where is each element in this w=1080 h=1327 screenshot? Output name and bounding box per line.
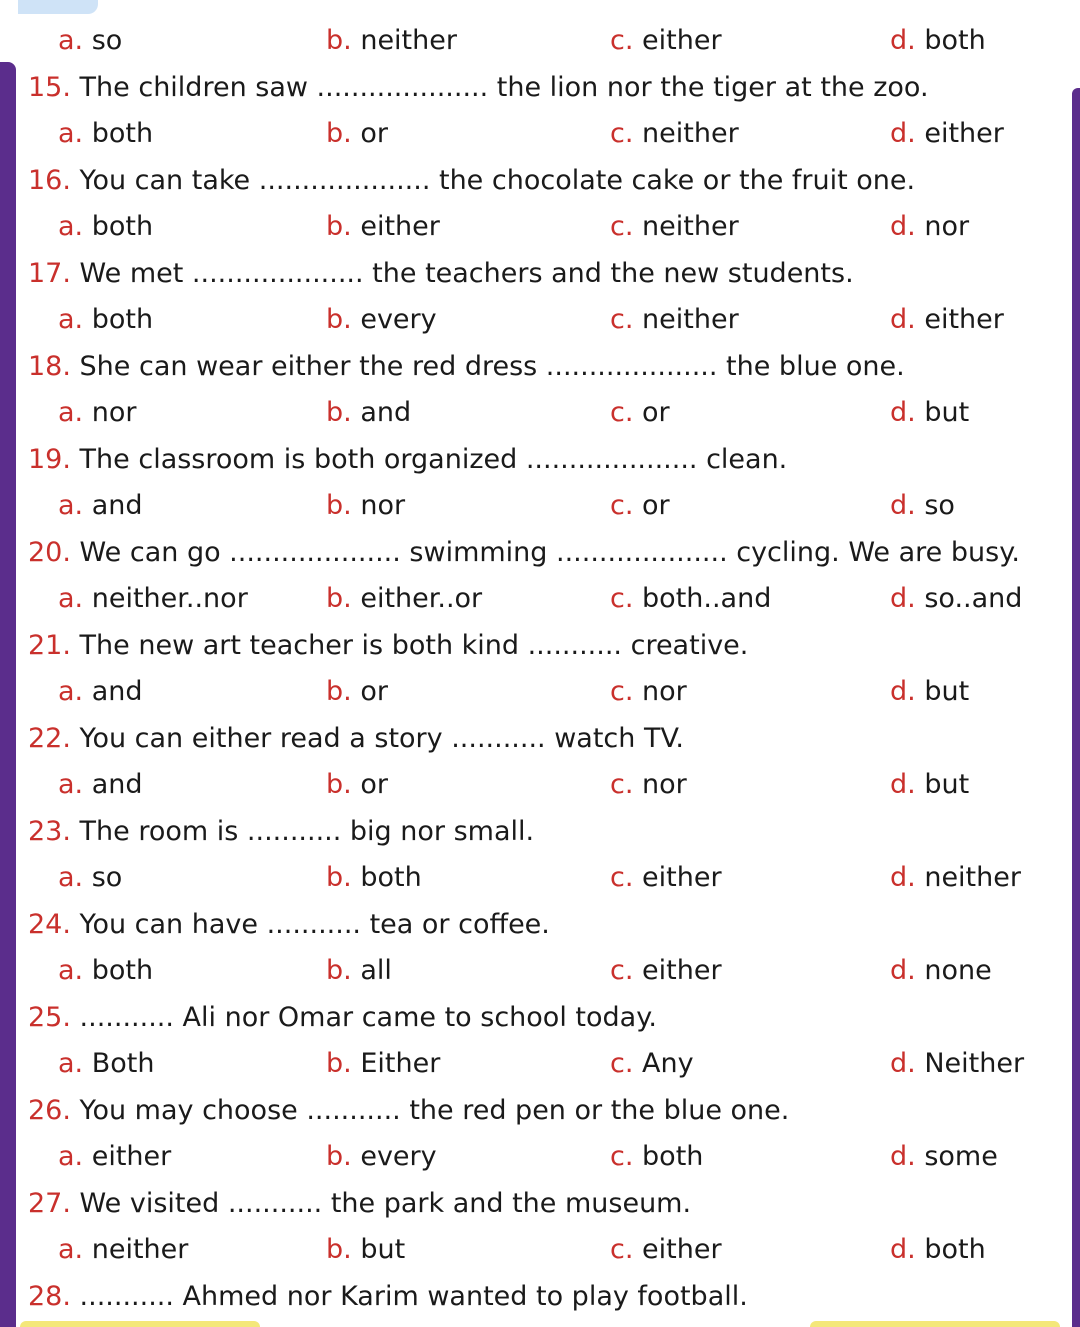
option-text: either [642, 862, 722, 893]
option-letter: a. [58, 1141, 84, 1172]
option-text: and [91, 490, 143, 521]
option-letter: a. [58, 955, 84, 986]
question-19 [28, 444, 787, 476]
option-text: or [360, 118, 388, 149]
question-text: You can either read a story ........... watch TV. [79, 723, 685, 754]
option-letter: d. [890, 211, 916, 242]
option-letter: b. [326, 862, 352, 893]
question-text: You may choose ........... the red pen or the blue one. [79, 1095, 790, 1126]
option-letter: c. [610, 769, 634, 800]
option-text: either [91, 1141, 172, 1172]
option-text: either [642, 1234, 722, 1265]
option-letter: b. [326, 211, 352, 242]
question-text: We can go .................... swimming .................... cycling. We are busy. [79, 537, 1020, 568]
option-text: nor [642, 676, 687, 707]
option-letter: d. [890, 1234, 916, 1265]
answer-option [326, 397, 411, 429]
option-text: neither..nor [91, 583, 248, 614]
option-text: but [924, 676, 970, 707]
answer-option [610, 118, 739, 150]
option-text: either [642, 25, 722, 56]
option-letter: c. [610, 955, 634, 986]
answer-option [58, 25, 122, 57]
option-text: so..and [924, 583, 1023, 614]
option-text: but [924, 769, 970, 800]
answer-option [58, 862, 122, 894]
option-text: nor [642, 769, 687, 800]
option-letter: d. [890, 397, 916, 428]
answer-option [58, 1234, 188, 1266]
question-number: 18. [28, 351, 71, 382]
answer-option [326, 25, 457, 57]
answer-option [610, 1141, 703, 1173]
question-21 [28, 630, 748, 662]
option-text: nor [924, 211, 970, 242]
option-letter: b. [326, 676, 352, 707]
option-letter: b. [326, 769, 352, 800]
option-text: or [642, 397, 670, 428]
bottom-decoration-left [20, 1321, 260, 1327]
option-letter: d. [890, 1048, 916, 1079]
question-text: The room is ........... big nor small. [79, 816, 535, 847]
question-text: The children saw .................... the lion nor the tiger at the zoo. [79, 72, 929, 103]
option-letter: b. [326, 490, 352, 521]
question-text: You can take .................... the chocolate cake or the fruit one. [79, 165, 916, 196]
option-letter: b. [326, 583, 352, 614]
option-text: neither [642, 118, 739, 149]
option-letter: b. [326, 955, 352, 986]
option-letter: b. [326, 1234, 352, 1265]
answer-option [890, 862, 1021, 894]
option-letter: c. [610, 862, 634, 893]
option-text: both [360, 862, 422, 893]
option-text: and [360, 397, 412, 428]
question-number: 20. [28, 537, 71, 568]
question-text: ........... Ali nor Omar came to school today. [79, 1002, 657, 1033]
option-letter: c. [610, 1234, 634, 1265]
option-letter: d. [890, 676, 916, 707]
option-text: all [360, 955, 392, 986]
answer-option [890, 583, 1022, 615]
answer-option [610, 583, 771, 615]
question-number: 21. [28, 630, 71, 661]
option-letter: c. [610, 1048, 634, 1079]
option-text: or [642, 490, 670, 521]
option-letter: b. [326, 25, 352, 56]
answer-option [326, 211, 440, 243]
option-letter: b. [326, 118, 352, 149]
option-text: neither [642, 304, 739, 335]
option-letter: b. [326, 1141, 352, 1172]
answer-option [58, 397, 136, 429]
option-text: both [91, 304, 154, 335]
option-letter: d. [890, 304, 916, 335]
option-text: both [91, 955, 154, 986]
option-text: none [924, 955, 992, 986]
question-number: 28. [28, 1281, 71, 1312]
answer-option [326, 583, 482, 615]
answer-option [326, 304, 437, 336]
option-text: both [91, 118, 154, 149]
answer-option [326, 955, 392, 987]
answer-option [610, 1234, 722, 1266]
answer-option [58, 304, 153, 336]
question-18 [28, 351, 905, 383]
top-decoration [18, 0, 98, 14]
option-letter: a. [58, 304, 84, 335]
option-text: both [924, 1234, 986, 1265]
question-23 [28, 816, 534, 848]
option-letter: b. [326, 397, 352, 428]
answer-option [326, 1234, 405, 1266]
answer-option [890, 769, 969, 801]
answer-option [58, 1048, 154, 1080]
question-26 [28, 1095, 789, 1127]
bottom-decoration-right [810, 1321, 1060, 1327]
option-text: Neither [924, 1048, 1025, 1079]
answer-option [610, 25, 722, 57]
option-text: both [91, 211, 154, 242]
answer-option [890, 397, 969, 429]
option-text: neither [360, 25, 457, 56]
option-text: Any [642, 1048, 694, 1079]
question-17 [28, 258, 854, 290]
option-text: so [924, 490, 955, 521]
answer-option [58, 211, 153, 243]
option-letter: a. [58, 211, 84, 242]
option-letter: a. [58, 676, 84, 707]
option-letter: a. [58, 397, 84, 428]
option-text: and [91, 676, 143, 707]
question-28 [28, 1281, 748, 1313]
answer-option [326, 490, 405, 522]
question-text: We visited ........... the park and the museum. [79, 1188, 692, 1219]
option-letter: d. [890, 1141, 916, 1172]
option-letter: a. [58, 118, 84, 149]
option-letter: d. [890, 583, 916, 614]
question-number: 25. [28, 1002, 71, 1033]
option-text: nor [360, 490, 406, 521]
option-letter: c. [610, 490, 634, 521]
question-number: 19. [28, 444, 71, 475]
option-text: and [91, 769, 143, 800]
option-text: both [642, 1141, 704, 1172]
answer-option [890, 1234, 986, 1266]
option-text: either [642, 955, 722, 986]
option-text: or [360, 769, 388, 800]
answer-option [890, 490, 955, 522]
answer-option [610, 862, 722, 894]
answer-option [610, 304, 739, 336]
question-number: 23. [28, 816, 71, 847]
question-24 [28, 909, 550, 941]
question-text: The new art teacher is both kind ........... creative. [79, 630, 749, 661]
option-text: every [360, 1141, 437, 1172]
option-letter: c. [610, 583, 634, 614]
answer-option [58, 1141, 171, 1173]
answer-option [610, 1048, 694, 1080]
option-letter: c. [610, 676, 634, 707]
option-letter: d. [890, 862, 916, 893]
question-text: You can have ........... tea or coffee. [79, 909, 550, 940]
question-text: ........... Ahmed nor Karim wanted to play football. [79, 1281, 748, 1312]
option-letter: a. [58, 769, 84, 800]
option-letter: d. [890, 769, 916, 800]
answer-option [610, 490, 670, 522]
answer-option [610, 397, 670, 429]
option-letter: b. [326, 1048, 352, 1079]
option-text: either..or [360, 583, 483, 614]
option-text: but [360, 1234, 406, 1265]
option-text: neither [924, 862, 1021, 893]
question-text: We met .................... the teachers and the new students. [79, 258, 854, 289]
answer-option [610, 676, 687, 708]
answer-option [58, 676, 143, 708]
answer-option [610, 211, 739, 243]
answer-option [890, 955, 992, 987]
option-text: both..and [642, 583, 772, 614]
question-25 [28, 1002, 657, 1034]
option-letter: c. [610, 211, 634, 242]
option-text: or [360, 676, 388, 707]
question-text: The classroom is both organized .................... clean. [79, 444, 788, 475]
question-number: 27. [28, 1188, 71, 1219]
option-letter: a. [58, 25, 84, 56]
answer-option [58, 118, 153, 150]
option-letter: d. [890, 25, 916, 56]
answer-option [326, 676, 388, 708]
option-letter: c. [610, 397, 634, 428]
answer-option [890, 211, 969, 243]
question-22 [28, 723, 684, 755]
option-letter: a. [58, 583, 84, 614]
answer-option [326, 1141, 437, 1173]
question-number: 26. [28, 1095, 71, 1126]
answer-option [610, 769, 687, 801]
answer-option [890, 676, 969, 708]
option-letter: d. [890, 490, 916, 521]
option-text: so [91, 862, 123, 893]
option-letter: a. [58, 490, 84, 521]
question-27 [28, 1188, 691, 1220]
option-letter: a. [58, 1048, 84, 1079]
option-letter: c. [610, 118, 634, 149]
option-text: Both [91, 1048, 155, 1079]
answer-option [890, 1141, 998, 1173]
question-number: 16. [28, 165, 71, 196]
answer-option [58, 955, 153, 987]
option-letter: a. [58, 1234, 84, 1265]
option-text: both [924, 25, 986, 56]
answer-option [58, 490, 143, 522]
right-accent-bar [1072, 88, 1080, 1327]
option-text: nor [91, 397, 137, 428]
option-letter: d. [890, 118, 916, 149]
question-text: She can wear either the red dress .................... the blue one. [79, 351, 905, 382]
answer-option [58, 769, 143, 801]
option-text: Either [360, 1048, 441, 1079]
question-number: 24. [28, 909, 71, 940]
question-15 [28, 72, 929, 104]
answer-option [890, 118, 1004, 150]
option-letter: c. [610, 304, 634, 335]
option-text: either [360, 211, 440, 242]
option-text: so [91, 25, 123, 56]
answer-option [326, 862, 422, 894]
option-letter: b. [326, 304, 352, 335]
option-text: neither [642, 211, 739, 242]
question-number: 17. [28, 258, 71, 289]
option-text: some [924, 1141, 998, 1172]
answer-option [890, 304, 1004, 336]
answer-option [326, 769, 388, 801]
option-letter: c. [610, 1141, 634, 1172]
answer-option [890, 1048, 1024, 1080]
option-text: either [924, 118, 1004, 149]
option-text: but [924, 397, 970, 428]
answer-option [610, 955, 722, 987]
left-accent-bar [0, 62, 16, 1327]
option-letter: d. [890, 955, 916, 986]
question-number: 22. [28, 723, 71, 754]
question-20 [28, 537, 1020, 569]
option-text: either [924, 304, 1004, 335]
answer-option [58, 583, 248, 615]
question-number: 15. [28, 72, 71, 103]
answer-option [326, 118, 388, 150]
option-text: neither [91, 1234, 189, 1265]
answer-option [326, 1048, 440, 1080]
answer-option [890, 25, 986, 57]
option-text: every [360, 304, 437, 335]
question-16 [28, 165, 915, 197]
option-letter: a. [58, 862, 84, 893]
option-letter: c. [610, 25, 634, 56]
